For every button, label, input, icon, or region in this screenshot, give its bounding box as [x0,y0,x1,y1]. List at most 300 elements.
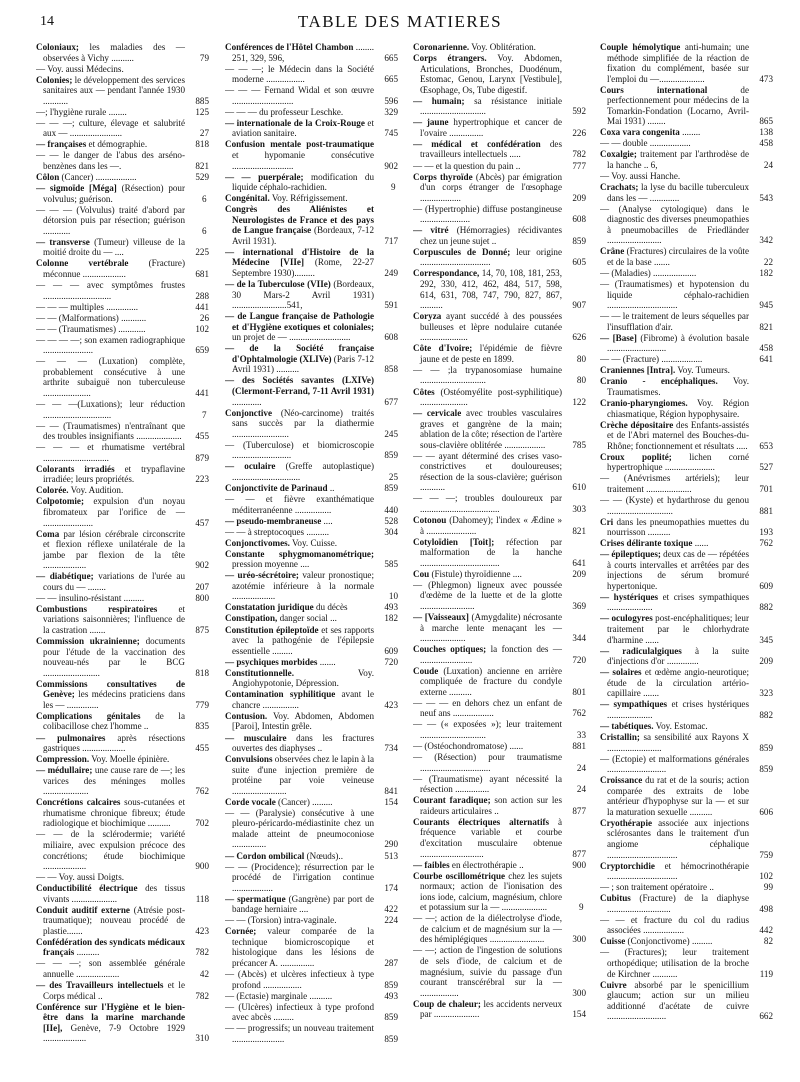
entry-term: Côte d'Ivoire; [413,343,473,354]
entry-page-ref: 79 [199,52,209,63]
index-entry [225,107,398,118]
entry-text: Voy. Oblitération. [469,42,536,52]
index-entry [413,451,586,493]
entry-text: dans les fractures ouvertes des diaphyses .. [232,732,375,754]
entry-term: — pseudo-membraneuse [225,515,322,526]
entry-term: Cuivre [600,979,627,990]
index-entry: — — — (Volvulus) traité d'abord par détorsion puis par résection; guérison ............ 6 [36,204,207,236]
entry-text: avec troubles vasculaires graves et gangrène de la main; ablation de la côte; résection de l'artère sous-clavière oblitérée .................. [420,408,563,450]
entry-term: Coxa vara congenita [600,127,680,138]
index-entry [600,882,773,893]
entry-text: et démographie. [86,139,148,150]
index-entry [600,915,773,936]
entry-text: — Voy. aussi Hanche. [600,171,681,182]
entry-text: anti-humain; une méthode simplifiée de la réaction de fixation du complément, basée sur l'emploi du —.................... [607,42,749,84]
entry-text: .. [327,482,335,493]
entry-text: — (Résection) pour traumatisme ............................... [413,752,562,773]
entry-term: — sigmoïde [Méga] [36,183,117,194]
entry-text: l'épidémie de fièvre jaune et de peste en 1899. [420,343,562,364]
entry-page-ref: 592 [572,106,586,117]
entry-page-ref: 782 [195,990,209,1001]
entry-term: Complications génitales [36,710,141,721]
entry-term: Conjonctivomes. [225,537,290,548]
entry-text: (Atrésie post-traumatique); nouveau procédé de plastie....... [43,904,185,936]
entry-page-ref: 821 [759,321,773,332]
entry-term: Combustions respiratoires [36,603,158,614]
index-entry [600,311,773,332]
entry-page-ref: 608 [572,214,586,225]
entry-page-ref: 859 [384,1033,398,1044]
entry-term: Crèche dépositaire [600,419,674,430]
entry-term: Confédération des syndicats médicaux français [36,936,185,958]
index-entry [36,421,209,442]
entry-text: — — —; troubles douloureux par ................................... [413,493,562,515]
entry-text: — — double .................. [600,138,691,149]
entry-page-ref: 529 [195,172,209,183]
index-entry [225,279,398,311]
entry-term: — Cordon ombilical [225,850,305,861]
page-header [0,12,800,36]
index-entry [600,365,773,376]
entry-text: — (Anévrismes artériels); leur traitement .................... [600,473,749,494]
entry-page-ref: 859 [759,742,773,753]
entry-text: et crises sympathiques .................... [607,591,749,613]
entry-page-ref: 369 [572,600,586,611]
entry-text: les maladies des — observées à Vichy .......... [43,42,185,63]
index-entry [36,765,209,797]
entry-page-ref: 102 [759,871,773,882]
index-entry [225,808,398,850]
index-entry [600,452,773,473]
entry-page-ref: 223 [195,474,209,485]
entry-text: post-encéphalitiques; leur traitement par le chlorhydrate d'harmine ...... [607,613,749,645]
entry-text: — — (Torsion) intra-vaginale. [225,915,337,926]
entry-text: — — (Procidence); résurrection par le procédé de l'irrigation continue .................. [225,861,374,893]
index-entry [600,246,773,267]
entry-page-ref: 665 [384,52,398,63]
entry-term: — musculaire [225,732,287,743]
entry-text: — (Traumatisme) ayant nécessité la résection ............... [413,773,562,795]
index-entry [600,699,773,720]
entry-term: Congrès des Aliénistes et Neurologistes de France et des pays de Langue française [225,204,374,236]
index-entry [36,442,209,463]
entry-text: à fréquence variable et courbe d'excitation musculaire obtenue ............................ [420,816,563,859]
entry-term: — international d'Histoire de la Médecine [VIIe] [225,246,374,268]
entry-text: et ses rapports avec la pathogénie de l'épilepsie essentielle ......... [232,624,374,656]
entry-text: — — le traitement de leurs séquelles par l'insufflation d'air. [600,311,749,332]
index-entry [600,182,773,203]
entry-page-ref: 498 [759,903,773,914]
entry-text: deux cas de — répétées à courts intervalles et arrêtées par des injections de sérum bromuré hypertonique. [607,549,750,591]
entry-text: — (Ostéochondromatose) ...... [413,741,524,752]
entry-term: Cristallin; [600,732,640,742]
entry-text: — (Tuberculose) et biomicroscopie .......................... [225,439,374,461]
entry-text: (Cancer) ......... [275,796,333,807]
entry-page-ref: 782 [572,149,586,160]
index-entry [36,356,209,398]
index-entry [413,644,586,665]
index-entry [600,495,773,516]
index-entry [225,711,398,732]
entry-page-ref: 859 [384,482,398,493]
index-entry [225,549,398,570]
entry-text: (Ostéomyélite post-syphilitique) ..................... [420,386,562,408]
index-entry [225,343,398,375]
entry-page-ref: 118 [195,893,209,904]
entry-page-ref: 224 [384,915,398,926]
index-entry [413,666,586,698]
index-entry [225,657,398,668]
entry-page-ref: 720 [384,656,398,667]
entry-text: — — progressifs; un nouveau traitement ....................... [225,1023,374,1044]
entry-text: variations de l'urée au cours du — ........ [43,571,186,592]
entry-text: — Voy. aussi Médecins. [36,63,124,74]
index-entry: — — puerpérale; modification du liquide céphalo-rachidien. 9 [225,171,396,193]
index-entry [600,721,773,732]
entry-text: modification du liquide céphalo-rachidien. [232,171,374,193]
index-entry [36,797,209,829]
entry-text: documents pour l'étude de la vaccination des nouveau-nés par le BCG ......................... [43,636,185,678]
index-entry [225,754,398,796]
entry-term: Corps étrangers. [413,53,487,64]
entry-text: (Résection) pour volvulus; guérison. [43,183,185,204]
entry-page-ref: 493 [384,602,398,613]
entry-page-ref: 182 [759,267,773,278]
entry-text: Voy. Région chiasmatique, Région hypophysaire. [607,398,749,419]
entry-term: — oculaire [225,461,276,472]
entry-term: — jaune [413,117,449,128]
entry-page-ref: 681 [195,268,209,279]
entry-term: Conférence sur l'Hygiène et le bien-être dans la marine marchande [IIe], [36,1001,185,1033]
index-entry [413,53,586,95]
entry-page-ref: 154 [384,796,398,807]
index-entry [36,313,209,324]
entry-text: (Bordeaux, 30 Mars-2 Avril 1931) ........................541, [232,279,374,311]
entry-page-ref: 300 [572,987,586,998]
entry-page-ref: 303 [572,504,586,515]
index-entry: Courbe oscillométrique chez les sujets normaux; action de l'ionisation des ions iode, calcium, magnésium, chlore et potassium sur la — .................... 9 [413,870,584,913]
entry-text: — (Ectopie) et malformations générales .......................... [600,753,749,775]
entry-page-ref: 441 [195,388,209,398]
index-entry [600,398,773,419]
entry-term: Cuisse [600,936,626,947]
entry-term: Cryothérapie [600,817,653,828]
entry-term: — des Travailleurs intellectuels [36,980,164,991]
index-entry [413,774,586,795]
entry-page-ref: 859 [384,450,398,461]
entry-page-ref: 310 [195,1033,209,1044]
entry-page-ref: 720 [572,654,586,665]
index-entry [413,945,586,998]
entry-page-ref: 702 [195,818,209,829]
entry-page-ref: 287 [384,957,398,968]
entry-page-ref: 24 [576,784,586,795]
entry-term: — françaises [36,139,87,150]
entry-term: Courants électriques alternatifs [413,816,550,827]
index-entry [413,96,586,117]
entry-text: son action sur les raideurs articulaires .. [420,795,562,816]
index-entry [225,247,398,279]
index-entry [413,343,586,364]
index-entry [413,408,586,450]
entry-term: Cubitus [600,893,631,904]
entry-page-ref: 902 [195,560,209,571]
index-entry [225,969,398,990]
entry-term: Constipation, [225,613,278,624]
index-column-1 [36,42,209,1072]
entry-page-ref: 300 [572,934,586,945]
entry-text: dans les pneumopathies muettes du nourrisson .......... [607,516,749,538]
entry-text: un projet de — ........................... [232,332,351,343]
entry-text: (Dahomey); l'index « Ædine » à ...................... [420,515,562,536]
entry-term: Coma [36,528,60,539]
index-entry [600,149,773,170]
entry-text: — — —; son assemblée générale annuelle ................... [36,958,185,980]
index-entry [413,311,586,343]
entry-page-ref: 249 [384,267,398,278]
entry-term: Cotyloïdien [Toit]; [413,536,495,547]
entry-text: (Tumeur) villeuse de la moitié droite du — .... [43,236,185,258]
entry-term: Coloniaux; [36,42,79,52]
entry-page-ref: 907 [572,300,586,311]
entry-text: ayant succédé à des poussées bulleuses et lèpre nodulaire cutanée ..................... [420,311,562,343]
entry-text: — — insulino-résistant ......... [36,592,145,603]
entry-page-ref: 209 [759,656,773,667]
entry-text: danger social ... [277,613,337,624]
entry-page-ref: 882 [759,602,773,613]
entry-term: Coronarienne. [413,42,470,52]
index-entry [36,636,209,678]
entry-term: Commissions consultatives de Genève; [36,678,185,700]
entry-text: les médecins praticiens dans les — .............. [43,689,185,710]
index-entry [600,754,773,775]
entry-page-ref: 659 [195,345,209,356]
entry-page-ref: 527 [759,462,773,473]
entry-term: — pulmonaires [36,732,106,743]
entry-term: Contusion. [225,710,268,721]
index-entry [225,85,398,106]
index-entry [225,894,398,915]
entry-text: (Fractures) circulaires de la voûte et de la base ....... [607,246,749,267]
entry-text: — — — et rhumatisme vertébral ............................. [36,442,185,463]
entry-text: lichen corné hypertrophique ...................... [607,451,749,473]
entry-term: — médical et confédération [413,138,541,149]
index-entry [36,679,209,711]
index-entry [225,668,398,689]
entry-text: de perfectionnement pour médecins de la Tomarkin-Fondation (Locarno, Avril-Mai 1931) ........ [607,84,749,127]
entry-page-ref: 226 [572,127,586,138]
entry-page-ref: 785 [572,439,586,450]
entry-term: — diabétique; [36,571,94,582]
index-entry [225,1002,398,1023]
entry-text: absorbé par le spenicillium glaucum; action sur un milieu additionné d'acétate de cuivre .......................... [607,979,749,1022]
entry-page-ref: 513 [384,850,398,861]
entry-term: — de la Société française d'Ophtalmologie (XLIVe) [225,343,374,364]
index-entry [413,537,586,569]
entry-text: Voy. Audition. [68,485,124,496]
entry-term: — de Langue française de Pathologie et d'Hygiène exotiques et coloniales; [225,311,374,332]
entry-text: des travailleurs intellectuels ..... [420,138,562,160]
entry-term: Côlon [36,172,60,183]
entry-page-ref: 25 [388,471,398,482]
entry-term: Conduit auditif externe [36,904,130,915]
entry-page-ref: 455 [195,431,209,442]
entry-term: Cornée; [225,926,257,937]
index-entry [225,461,398,482]
entry-text: — ; son traitement opératoire .. [600,882,714,893]
entry-term: — [Vaisseaux] [413,611,469,622]
entry-text: — — (« exposées »); leur traitement ............................. [413,719,562,740]
index-entry [225,625,398,657]
index-entry [225,440,398,461]
entry-page-ref: 881 [572,741,586,752]
index-entry [225,851,398,862]
entry-page-ref: 591 [384,300,398,311]
entry-page-ref: 859 [572,235,586,246]
entry-page-ref: 455 [195,743,209,754]
entry-term: Crachats; [600,182,639,193]
entry-text: par lésion cérébrale circonscrite et flexion réflexe unilatérale de la jambe par flexion de la tête ................... [43,528,185,571]
entry-page-ref: 900 [572,859,586,870]
entry-page-ref: 882 [759,709,773,720]
entry-term: Conférences de l'Hôtel Chambon [225,42,354,52]
index-entry [600,127,773,138]
entry-term: — tabétiques. [600,720,654,731]
entry-text: .......... [74,947,100,958]
entry-text: des tissus vivants .................... [43,883,186,904]
entry-page-ref: 608 [384,332,398,343]
page-title: TABLE DES MATIERES [297,12,503,31]
entry-page-ref: 33 [576,730,586,740]
page-number: 14 [40,14,54,29]
entry-text: et le Corps médical .. [43,980,185,1001]
entry-term: — épileptiques; [600,549,661,560]
index-entry [36,496,209,528]
entry-term: Constitution épileptoïde [225,624,319,635]
index-entry [600,279,773,311]
entry-text: (Amygdalite) nécrosante à marche lente menaçant les — .................... [420,611,562,644]
index-entry [36,485,209,496]
entry-page-ref: 99 [763,882,773,893]
index-entry [600,818,773,860]
index-entry [225,862,398,894]
index-entry [36,42,209,63]
entry-text: — — ayant déterminé des crises vaso-constrictives et douloureuses; résection de la sous-clavière; guérison ........... [413,450,562,493]
index-entry [36,237,209,258]
entry-text: à la suite d'injections d'or .............. [607,645,749,667]
entry-page-ref: 875 [195,625,209,636]
entry-page-ref: 423 [384,699,398,710]
entry-text: Voy. Abdomen, Articulations, Bronches, Duodénum, Estomac, Genou, Larynx [Vestibule], Œsophage, Os, Tube digestif. [420,53,562,95]
entry-text: —; l'hygiène rurale ........ [36,106,127,117]
entry-text: ........ [679,127,701,138]
entry-text: expulsion d'un noyau fibromateux par l'orifice de — ...................... [43,496,185,528]
index-entry [225,570,398,602]
entry-page-ref: 119 [759,968,773,979]
entry-text: ........ 251, 329, 596, [232,42,374,63]
entry-term: Cranio - encéphaliques. [600,376,718,387]
entry-text: (Fracture) de la diaphyse ............................ [607,893,749,914]
index-entry [225,538,398,549]
index-entry [413,387,586,408]
index-entry [225,602,398,613]
index-entry [600,613,773,645]
entry-text: — — (Kyste) et hydarthrose du genou ............................. [600,494,749,516]
index-entry [600,947,773,979]
index-entry [36,529,209,571]
entry-text: avant le chancre ................ [232,689,374,710]
entry-text: — — (Paralysie) consécutive à une pleuro-péricardo-médiastinite chez un malade atteint de pneumoconiose ............... [225,807,374,850]
entry-text: et aviation sanitaire. [232,117,374,139]
entry-text: — — Voy. aussi Doigts. [36,872,125,883]
entry-term: — uréo-sécrétoire; [225,570,299,581]
entry-text: hypertrophique et cancer de l'ovaire ............... [420,117,562,138]
entry-page-ref: 609 [384,645,398,656]
index-entry [600,204,773,246]
entry-term: Convulsions [225,754,273,765]
entry-page-ref: 596 [384,95,398,106]
index-entry [36,150,209,171]
index-entry [225,193,398,204]
entry-term: Cranio-pharyngiomes. [600,398,688,409]
entry-page-ref: 125 [195,106,209,117]
entry-page-ref: 245 [384,428,398,439]
entry-page-ref: 859 [759,764,773,775]
entry-page-ref: 154 [572,1009,586,1020]
index-entry [600,333,773,354]
entry-term: Colpotomie; [36,496,84,507]
index-entry [600,980,773,1022]
entry-text: (Hémorragies) récidivantes chez un jeune sujet .. [420,225,562,246]
entry-term: — médullaire; [36,765,93,776]
entry-term: Cou [413,568,430,579]
entry-text: et variations saisonnières; l'influence de la castration ....... [43,603,186,636]
entry-text: (Paris 7-12 Avril 1931) .......... [232,353,375,375]
entry-page-ref: 329 [384,106,398,117]
index-entry [413,795,586,816]
entry-text: Voy. Réfrigissement. [269,193,348,204]
entry-text: — (Hypertrophie) diffuse postangineuse ...................... [413,203,562,225]
entry-term: Crises délirante toxique [600,538,693,549]
index-entry [225,408,398,440]
entry-text: chez les sujets normaux; action de l'ionisation des ions iode, calcium, magnésium, chlore et potassium sur la — .................... [420,870,562,913]
index-entry [413,752,586,773]
index-entry [225,689,398,710]
entry-text: (Nœuds).. [304,850,343,861]
entry-page-ref: 717 [384,235,398,246]
index-entry [600,936,773,947]
entry-text: du décès [313,602,348,613]
entry-page-ref: 877 [572,848,586,859]
entry-page-ref: 877 [572,805,586,816]
entry-text: (Fibrome) à évolution basale .......................... [607,332,749,354]
entry-page-ref: 609 [759,580,773,591]
index-entry [225,375,398,407]
index-entry [36,980,209,1001]
entry-text: — (Analyse cytologique) dans le diagnostic des diverses pneumopathies à pneumobacilles de Friedländer ........................ [600,203,749,246]
index-entry [600,171,773,182]
entry-text: — (Abcès) et ulcères infectieux à type profond ................. [225,969,374,990]
entry-text: de la colibacillose chez l'homme .. [43,710,186,732]
entry-page-ref: 27 [199,128,209,139]
index-entry [600,646,773,667]
entry-text: — — —; le Médecin dans la Société moderne ................. [225,63,374,85]
entry-term: Craniennes [Intra]. [600,365,676,376]
entry-page-ref: 762 [759,538,773,549]
entry-page-ref: 641 [759,354,773,365]
entry-term: Courbe oscillométrique [413,870,506,881]
index-entry [600,354,773,365]
